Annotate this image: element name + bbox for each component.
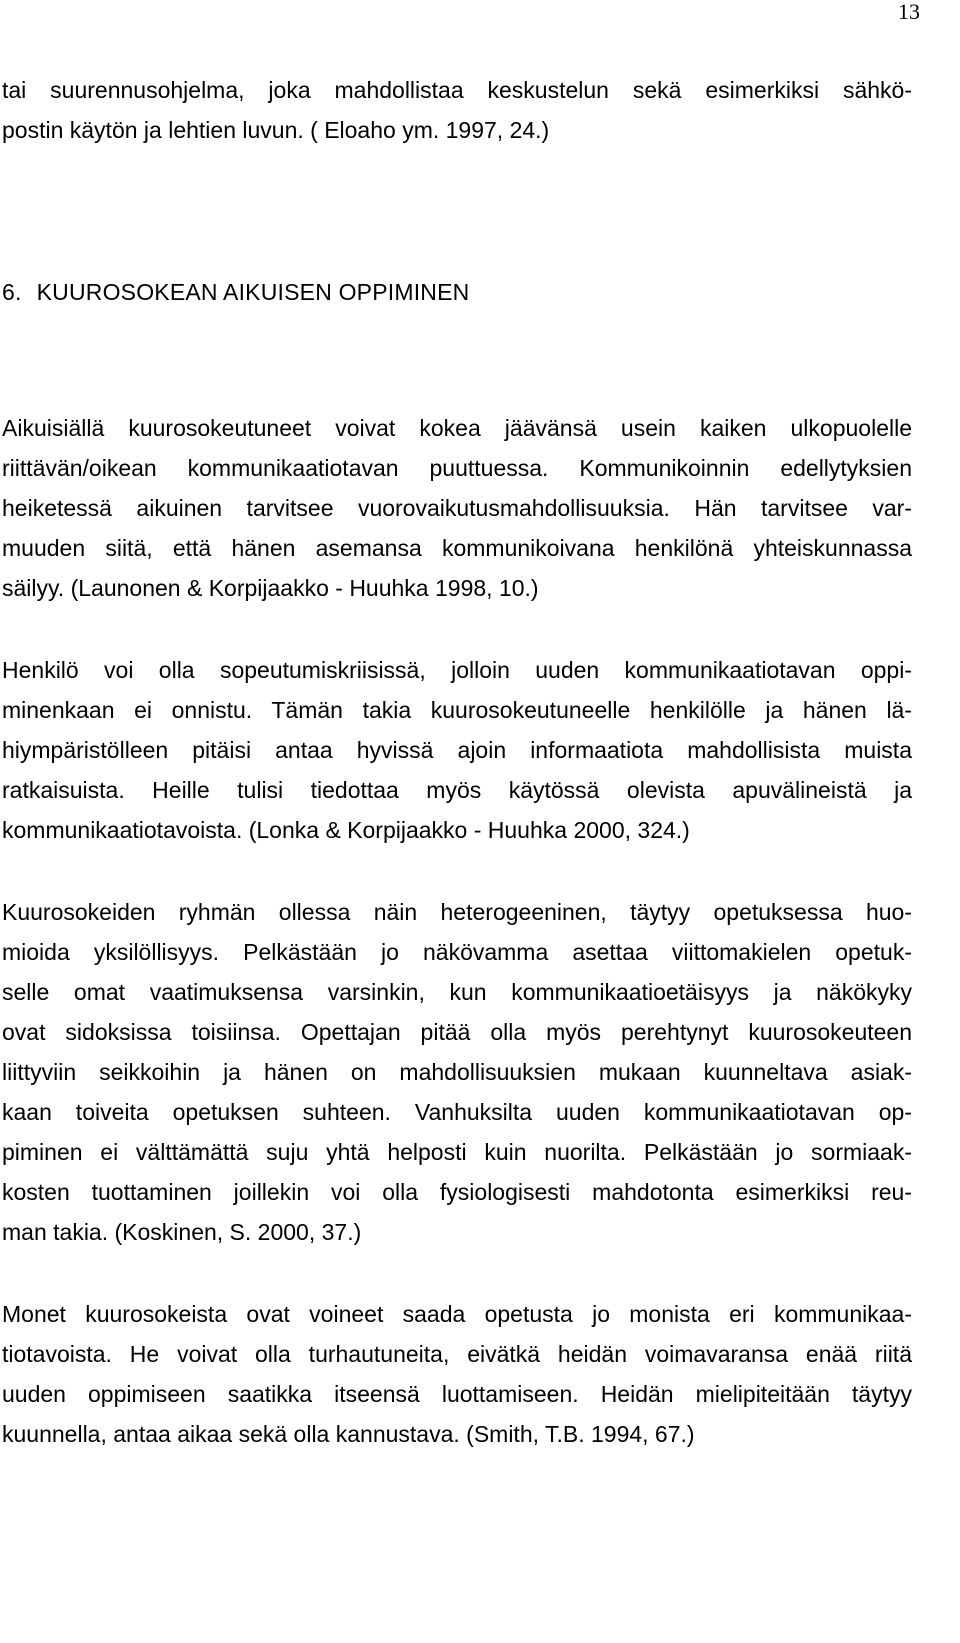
paragraph-line: muuden siitä, että hänen asemansa kommunikoivana henkilönä yhteiskunnassa <box>2 535 912 561</box>
paragraph-line: Monet kuurosokeista ovat voineet saada opetusta jo monista eri kommunikaa- <box>2 1301 912 1327</box>
paragraph-line: kuunnella, antaa aikaa sekä olla kannustava. (Smith, T.B. 1994, 67.) <box>2 1421 695 1447</box>
paragraph-line: piminen ei välttämättä suju yhtä helposti kuin nuorilta. Pelkästään jo sormiaak- <box>2 1139 912 1165</box>
document-body <box>2 70 912 1454</box>
page-number: 13 <box>898 0 920 24</box>
paragraph-line: ratkaisuista. Heille tulisi tiedottaa myös käytössä olevista apuvälineistä ja <box>2 777 912 803</box>
paragraph-line: tiotavoista. He voivat olla turhautuneita, eivätkä heidän voimavaransa enää riitä <box>2 1341 912 1367</box>
paragraph-line: tai suurennusohjelma, joka mahdollistaa keskustelun sekä esimerkiksi sähkö- <box>2 77 912 103</box>
paragraph-line: man takia. (Koskinen, S. 2000, 37.) <box>2 1219 362 1245</box>
paragraph-line: postin käytön ja lehtien luvun. ( Eloaho ym. 1997, 24.) <box>2 117 550 143</box>
paragraph-line: Kuurosokeiden ryhmän ollessa näin heterogeeninen, täytyy opetuksessa huo- <box>2 899 912 925</box>
paragraph-3 <box>2 892 912 1252</box>
paragraph-line: mioida yksilöllisyys. Pelkästään jo näkövamma asettaa viittomakielen opetuk- <box>2 939 912 965</box>
paragraph-line: minenkaan ei onnistu. Tämän takia kuurosokeutuneelle henkilölle ja hänen lä- <box>2 697 912 723</box>
paragraph-line: kosten tuottaminen joillekin voi olla fysiologisesti mahdotonta esimerkiksi reu- <box>2 1179 912 1205</box>
paragraph-line: hiympäristölleen pitäisi antaa hyvissä ajoin informaatiota mahdollisista muista <box>2 737 912 763</box>
paragraph-line: Aikuisiällä kuurosokeutuneet voivat kokea jäävänsä usein kaiken ulkopuolelle <box>2 415 912 441</box>
section-heading <box>2 272 912 312</box>
paragraph-line: uuden oppimiseen saatikka itseensä luottamiseen. Heidän mielipiteitään täytyy <box>2 1381 912 1407</box>
section-number: 6. <box>2 279 22 305</box>
section-title: KUUROSOKEAN AIKUISEN OPPIMINEN <box>36 279 470 305</box>
paragraph-2 <box>2 650 912 850</box>
paragraph-line: kaan toiveita opetuksen suhteen. Vanhuksilta uuden kommunikaatiotavan op- <box>2 1099 912 1125</box>
paragraph-line: säilyy. (Launonen & Korpijaakko - Huuhka 1998, 10.) <box>2 575 539 601</box>
intro-paragraph <box>2 70 912 150</box>
paragraph-line: Henkilö voi olla sopeutumiskriisissä, jolloin uuden kommunikaatiotavan oppi- <box>2 657 912 683</box>
paragraph-line: ovat sidoksissa toisiinsa. Opettajan pitää olla myös perehtynyt kuurosokeuteen <box>2 1019 912 1045</box>
paragraph-4 <box>2 1294 912 1454</box>
paragraph-line: heiketessä aikuinen tarvitsee vuorovaikutusmahdollisuuksia. Hän tarvitsee var- <box>2 495 912 521</box>
paragraph-line: liittyviin seikkoihin ja hänen on mahdollisuuksien mukaan kuunneltava asiak- <box>2 1059 912 1085</box>
paragraph-line: selle omat vaatimuksensa varsinkin, kun kommunikaatioetäisyys ja näkökyky <box>2 979 912 1005</box>
paragraph-line: riittävän/oikean kommunikaatiotavan puuttuessa. Kommunikoinnin edellytyksien <box>2 455 912 481</box>
paragraph-line: kommunikaatiotavoista. (Lonka & Korpijaakko - Huuhka 2000, 324.) <box>2 817 690 843</box>
paragraph-1 <box>2 408 912 608</box>
